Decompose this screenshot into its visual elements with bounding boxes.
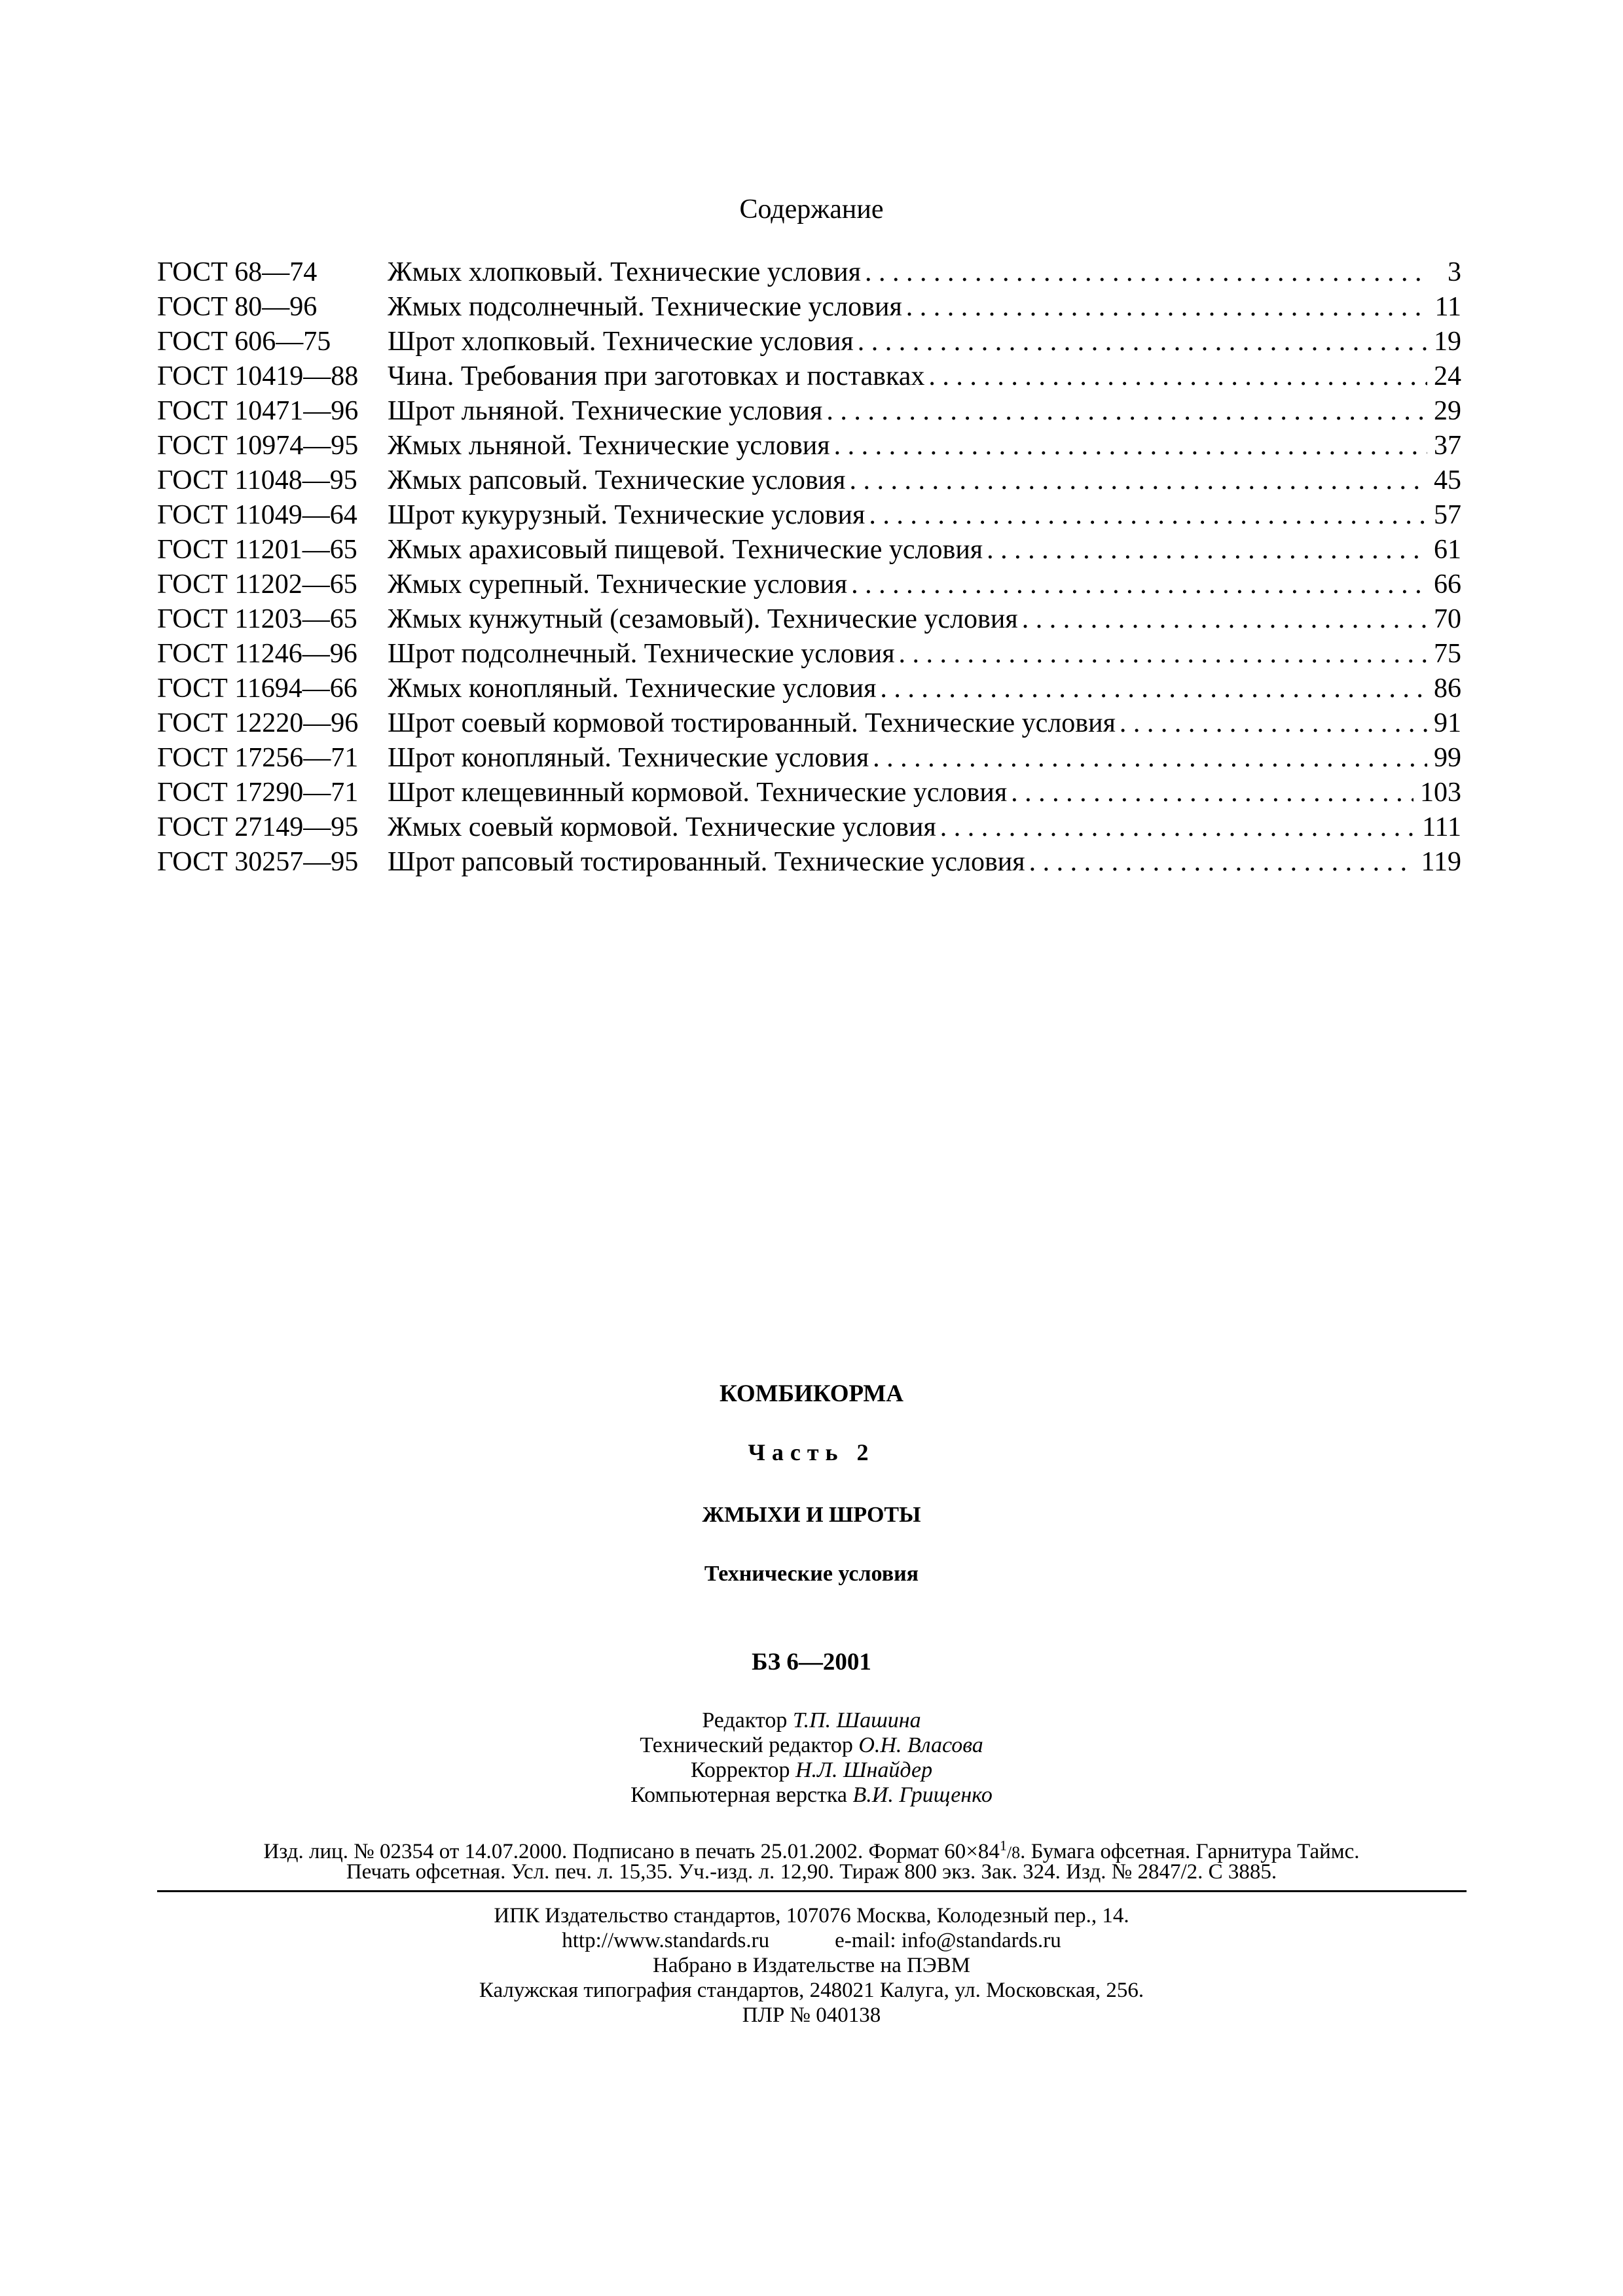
toc-leader <box>906 290 1429 325</box>
credit-name: Н.Л. Шнайдер <box>795 1758 933 1782</box>
toc-page: 119 <box>1421 847 1461 877</box>
publisher-line: ИПК Издательство стандартов, 107076 Москва, Колодезный пер., 14. <box>494 1904 1129 1928</box>
toc-text: Жмых рапсовый. Технические условия <box>388 465 846 495</box>
toc-page: 111 <box>1422 812 1461 842</box>
toc-code: ГОСТ 27149—95 <box>157 812 359 842</box>
colophon-bz: БЗ 6—2001 <box>752 1649 871 1676</box>
credit-name: В.И. Грищенко <box>852 1783 993 1807</box>
credit-role: Корректор <box>690 1758 790 1782</box>
table-of-contents <box>157 255 1461 880</box>
publisher-url[interactable]: http://www.standards.ru <box>562 1929 770 1952</box>
toc-page: 91 <box>1434 708 1461 738</box>
toc-page: 3 <box>1448 257 1461 287</box>
toc-text: Жмых соевый кормовой. Технические условия <box>388 812 936 842</box>
publisher-contacts <box>0 1928 1623 1953</box>
toc-page: 103 <box>1420 778 1461 808</box>
toc-text: Жмых хлопковый. Технические условия <box>388 257 861 287</box>
toc-code: ГОСТ 11048—95 <box>157 465 357 495</box>
toc-entry[interactable] <box>157 602 1461 637</box>
toc-page: 45 <box>1434 465 1461 495</box>
credit-role: Компьютерная верстка <box>630 1783 848 1807</box>
toc-text: Жмых сурепный. Технические условия <box>388 569 848 600</box>
publisher-block <box>0 1903 1623 2028</box>
toc-text: Шрот кукурузный. Технические условия <box>388 500 866 530</box>
toc-code: ГОСТ 11202—65 <box>157 569 357 600</box>
credit-name: Т.П. Шашина <box>792 1708 921 1732</box>
credit-line <box>0 1783 1623 1808</box>
toc-page: 75 <box>1434 639 1461 669</box>
toc-entry[interactable] <box>157 498 1461 533</box>
toc-page: 99 <box>1434 743 1461 773</box>
toc-leader <box>834 429 1427 463</box>
toc-leader <box>1022 602 1427 637</box>
toc-entry[interactable] <box>157 325 1461 359</box>
imprint-text: Изд. лиц. № 02354 от 14.07.2000. Подписано в печать 25.01.2002. Формат 60×84 <box>263 1840 1000 1863</box>
toc-text: Жмых подсолнечный. Технические условия <box>388 292 902 322</box>
format-superscript: 1 <box>999 1837 1007 1854</box>
toc-text: Шрот хлопковый. Технические условия <box>388 327 854 357</box>
toc-leader <box>1029 845 1415 880</box>
toc-code: ГОСТ 17290—71 <box>157 778 359 808</box>
publisher-line: Набрано в Издательстве на ПЭВМ <box>653 1954 970 1977</box>
toc-code: ГОСТ 11246—96 <box>157 639 357 669</box>
toc-entry[interactable] <box>157 290 1461 325</box>
toc-entry[interactable] <box>157 533 1461 567</box>
toc-page: 11 <box>1434 292 1461 322</box>
toc-entry[interactable] <box>157 255 1461 290</box>
toc-code: ГОСТ 10471—96 <box>157 396 359 426</box>
toc-text: Жмых конопляный. Технические условия <box>388 673 877 704</box>
toc-entry[interactable] <box>157 672 1461 706</box>
toc-code: ГОСТ 11201—65 <box>157 535 357 565</box>
toc-page: 57 <box>1434 500 1461 530</box>
toc-leader <box>851 567 1427 602</box>
toc-leader <box>987 533 1427 567</box>
toc-entry[interactable] <box>157 845 1461 880</box>
toc-page: 24 <box>1434 361 1461 391</box>
toc-page: 86 <box>1434 673 1461 704</box>
credits-block <box>0 1708 1623 1808</box>
colophon-part: Часть 2 <box>748 1439 875 1465</box>
toc-leader <box>940 810 1415 845</box>
toc-code: ГОСТ 10419—88 <box>157 361 359 391</box>
toc-page: 19 <box>1434 327 1461 357</box>
toc-leader <box>928 359 1427 394</box>
toc-text: Жмых льняной. Технические условия <box>388 431 830 461</box>
toc-leader <box>849 463 1427 498</box>
toc-code: ГОСТ 10974—95 <box>157 431 359 461</box>
toc-leader <box>873 741 1427 776</box>
imprint-block <box>0 1833 1623 1885</box>
toc-leader <box>869 498 1427 533</box>
toc-leader <box>858 325 1427 359</box>
toc-entry[interactable] <box>157 776 1461 810</box>
credit-line <box>0 1708 1623 1733</box>
toc-leader <box>826 394 1427 429</box>
credit-line <box>0 1758 1623 1783</box>
toc-leader <box>1011 776 1413 810</box>
toc-entry[interactable] <box>157 810 1461 845</box>
toc-text: Чина. Требования при заготовках и поставках <box>388 361 925 391</box>
toc-entry[interactable] <box>157 637 1461 672</box>
toc-entry[interactable] <box>157 463 1461 498</box>
toc-code: ГОСТ 11049—64 <box>157 500 357 530</box>
toc-title: Содержание <box>739 194 884 224</box>
toc-leader <box>1120 706 1427 741</box>
toc-code: ГОСТ 11203—65 <box>157 604 357 634</box>
imprint-line <box>0 1833 1623 1863</box>
toc-page: 37 <box>1434 431 1461 461</box>
toc-entry[interactable] <box>157 567 1461 602</box>
toc-text: Шрот льняной. Технические условия <box>388 396 823 426</box>
toc-code: ГОСТ 17256—71 <box>157 743 359 773</box>
publisher-line: Калужская типография стандартов, 248021 Калуга, ул. Московская, 256. <box>479 1979 1144 2002</box>
credit-name: О.Н. Власова <box>858 1733 983 1757</box>
credit-line <box>0 1733 1623 1758</box>
format-denominator: /8 <box>1006 1843 1021 1862</box>
toc-leader <box>880 672 1427 706</box>
publisher-email[interactable]: e-mail: info@standards.ru <box>835 1929 1061 1952</box>
toc-text: Шрот конопляный. Технические условия <box>388 743 869 773</box>
toc-page: 61 <box>1434 535 1461 565</box>
toc-code: ГОСТ 80—96 <box>157 292 318 322</box>
toc-entry[interactable] <box>157 394 1461 429</box>
toc-code: ГОСТ 11694—66 <box>157 673 357 704</box>
toc-entry[interactable] <box>157 706 1461 741</box>
toc-entry[interactable] <box>157 359 1461 394</box>
divider-rule <box>157 1890 1467 1892</box>
toc-code: ГОСТ 30257—95 <box>157 847 359 877</box>
toc-code: ГОСТ 606—75 <box>157 327 331 357</box>
toc-text: Шрот подсолнечный. Технические условия <box>388 639 895 669</box>
toc-entry[interactable] <box>157 429 1461 463</box>
toc-page: 70 <box>1434 604 1461 634</box>
credit-role: Редактор <box>702 1708 788 1732</box>
toc-leader <box>899 637 1427 672</box>
colophon-subtitle: ЖМЫХИ И ШРОТЫ <box>702 1503 921 1527</box>
publisher-line: ПЛР № 040138 <box>742 2003 881 2027</box>
toc-page: 29 <box>1434 396 1461 426</box>
colophon-spec: Технические условия <box>704 1562 919 1586</box>
toc-code: ГОСТ 12220—96 <box>157 708 359 738</box>
toc-code: ГОСТ 68—74 <box>157 257 318 287</box>
toc-text: Шрот соевый кормовой тостированный. Технические условия <box>388 708 1116 738</box>
toc-text: Шрот рапсовый тостированный. Технические условия <box>388 847 1025 877</box>
toc-leader <box>865 255 1429 290</box>
toc-text: Жмых арахисовый пищевой. Технические условия <box>388 535 983 565</box>
imprint-line: Печать офсетная. Усл. печ. л. 15,35. Уч.-изд. л. 12,90. Тираж 800 экз. Зак. 324. Изд. № 2847/2. С 3885. <box>346 1860 1277 1884</box>
toc-page: 66 <box>1434 569 1461 600</box>
toc-text: Жмых кунжутный (сезамовый). Технические условия <box>388 604 1018 634</box>
imprint-text: . Бумага офсетная. Гарнитура Таймс. <box>1020 1840 1360 1863</box>
toc-text: Шрот клещевинный кормовой. Технические условия <box>388 778 1008 808</box>
colophon-title: КОМБИКОРМА <box>719 1380 904 1407</box>
credit-role: Технический редактор <box>640 1733 853 1757</box>
toc-entry[interactable] <box>157 741 1461 776</box>
